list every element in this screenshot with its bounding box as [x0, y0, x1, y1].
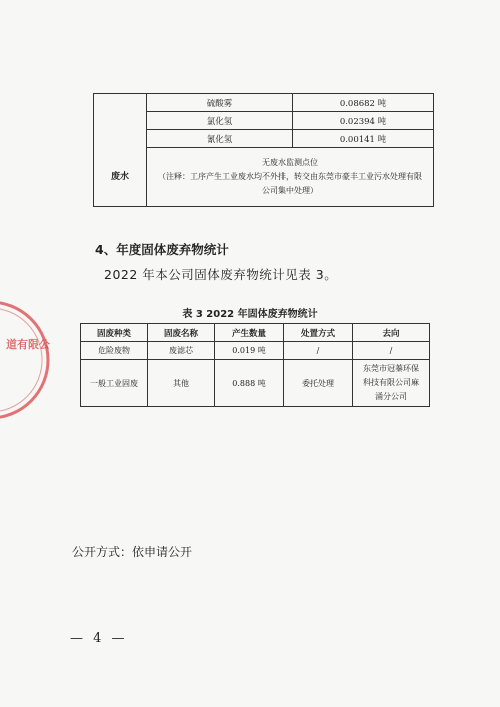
pollutant-value: 0.08682 吨 [293, 94, 434, 112]
solid-waste-table [80, 323, 430, 407]
pollutant-value: 0.00141 吨 [293, 130, 434, 148]
disclosure-method: 公开方式：依申请公开 [72, 545, 193, 559]
pollutant-name: 硫酸雾 [147, 94, 293, 112]
svg-text:道有限公: 道有限公 [6, 338, 50, 351]
column-header: 产生数量 [215, 324, 284, 342]
disposal-method: / [284, 342, 353, 360]
pollutant-name: 氯化氢 [147, 112, 293, 130]
column-header: 处置方式 [284, 324, 353, 342]
note-line: 公司集中处理） [262, 186, 318, 195]
note-line: （注释：工序产生工业废水均不外排，转交由东莞市豪丰工业污水处理有限 [158, 172, 422, 181]
waste-name: 其他 [148, 360, 215, 407]
destination: / [353, 342, 430, 360]
destination-line: 东莞市冠蓁环保 [363, 364, 419, 373]
page-number: — 4 — [70, 631, 128, 646]
table-caption: 表 3 2022 年固体废弃物统计 [182, 309, 318, 320]
waste-name: 废滤芯 [148, 342, 215, 360]
wastewater-note [147, 148, 434, 207]
column-header: 固废种类 [81, 324, 148, 342]
table-row [81, 360, 430, 407]
column-header: 去向 [353, 324, 430, 342]
table-row [81, 342, 430, 360]
disposal-method: 委托处理 [284, 360, 353, 407]
waste-type: 危险废物 [81, 342, 148, 360]
waste-amount: 0.019 吨 [215, 342, 284, 360]
pollutant-name: 氰化氢 [147, 130, 293, 148]
category-cell [94, 94, 147, 207]
waste-amount: 0.888 吨 [215, 360, 284, 407]
section-heading: 4、年度固体废弃物统计 [95, 242, 229, 257]
destination-line: 涌分公司 [375, 392, 407, 401]
destination-line: 科技有限公司麻 [363, 378, 419, 387]
destination [353, 360, 430, 407]
waste-type: 一般工业固废 [81, 360, 148, 407]
pollutant-value: 0.02394 吨 [293, 112, 434, 130]
section-paragraph: 2022 年本公司固体废弃物统计见表 3。 [104, 267, 338, 282]
emissions-table [93, 93, 434, 207]
category-label: 废水 [110, 172, 129, 182]
note-line: 无废水监测点位 [262, 158, 318, 167]
column-header: 固废名称 [148, 324, 215, 342]
